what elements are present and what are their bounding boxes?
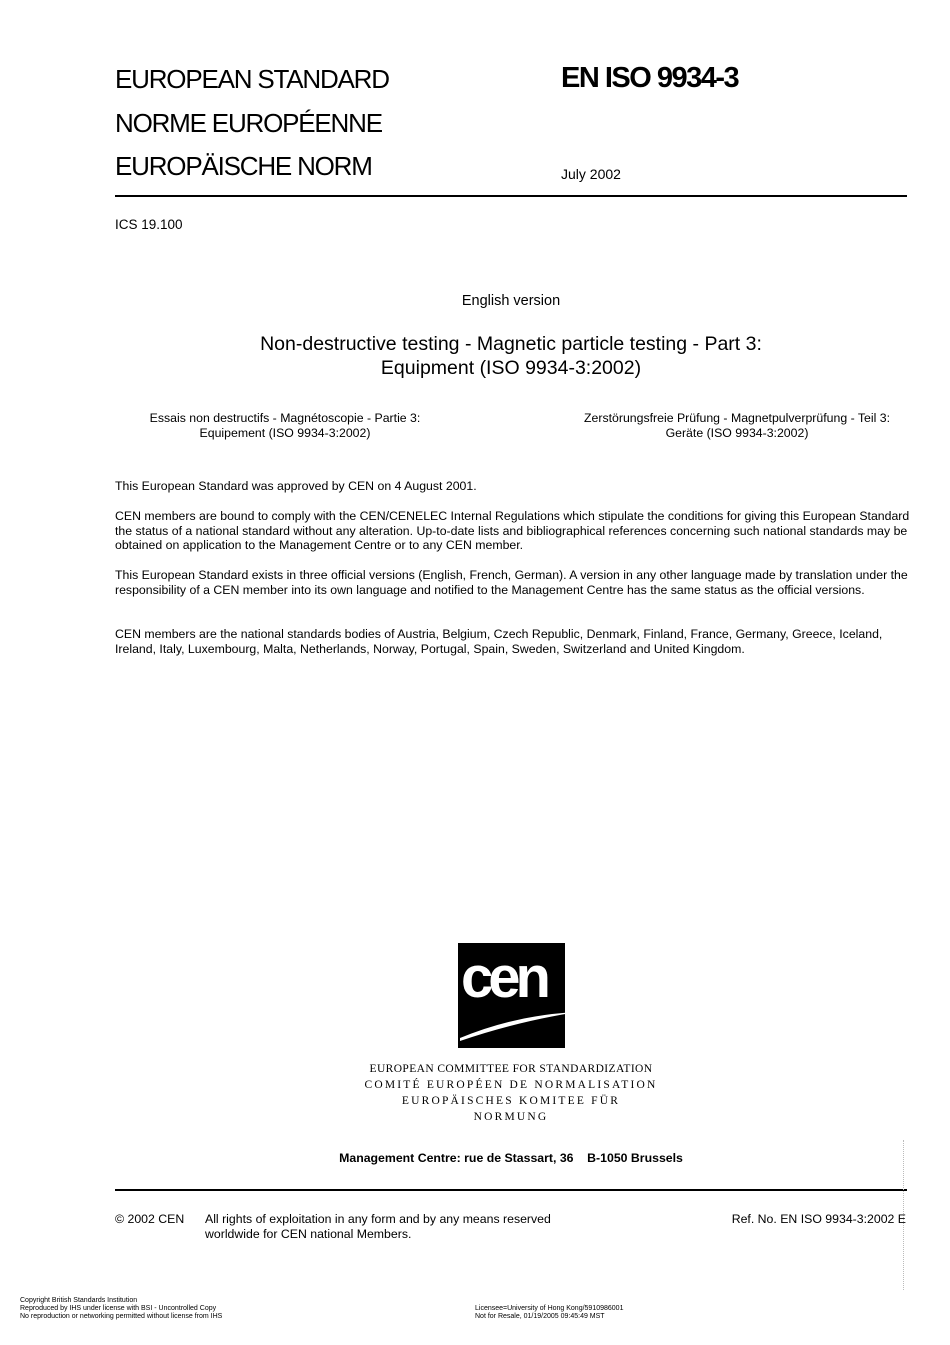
title-de: EUROPÄISCHE NORM <box>115 151 372 181</box>
cen-logo <box>455 940 580 1052</box>
svg-text:cen: cen <box>461 945 546 1010</box>
rights-line: All rights of exploitation in any form and by any means reserved <box>205 1212 551 1226</box>
title-german <box>567 411 907 441</box>
cen-name-line: COMITÉ EUROPÉEN DE NORMALISATION <box>364 1079 658 1091</box>
divider <box>115 1189 907 1191</box>
paragraph: CEN members are the national standards bodies of Austria, Belgium, Czech Republic, Denmark, Finland, France, Germany, Greece, Iceland, Ireland, Italy, Luxembourg, Malta, Netherlands, Norway, Portugal, Spain, Sweden, Switzerland and United Kingdom. <box>115 627 883 656</box>
standard-number: EN ISO 9934-3 <box>561 62 739 94</box>
rights-line: worldwide for CEN national Members. <box>205 1227 412 1241</box>
main-title-line: Equipment (ISO 9934-3:2002) <box>380 357 642 379</box>
title-en: EUROPEAN STANDARD <box>115 64 389 94</box>
license-line: No reproduction or networking permitted without license from IHS <box>20 1313 223 1320</box>
title-de-line: Geräte (ISO 9934-3:2002) <box>665 426 809 440</box>
license-left <box>20 1297 222 1321</box>
license-line: Copyright British Standards Institution <box>20 1297 138 1304</box>
paragraph: This European Standard exists in three official versions (English, French, German). A version in any other language made by translation under the responsibility of a CEN member into its own language and notified to the Management Centre has the same status as the official versions. <box>115 568 908 597</box>
divider <box>115 195 907 197</box>
date: July 2002 <box>561 166 621 182</box>
license-right <box>475 1305 623 1321</box>
title-de-line: Zerstörungsfreie Prüfung - Magnetpulverprüfung - Teil 3: <box>584 411 890 425</box>
license-line: Licensee=University of Hong Kong/5910986001 <box>475 1305 624 1312</box>
license-line: Reproduced by IHS under license with BSI - Uncontrolled Copy <box>20 1305 217 1312</box>
ics: ICS 19.100 <box>115 217 183 232</box>
main-title <box>115 332 907 380</box>
rights <box>205 1212 551 1242</box>
title-fr-line: Essais non destructifs - Magnétoscopie - Partie 3: <box>149 411 421 425</box>
reference-number: Ref. No. EN ISO 9934-3:2002 E <box>731 1212 906 1226</box>
cen-name-line: EUROPÄISCHES KOMITEE FÜR NORMUNG <box>401 1095 621 1123</box>
cen-name <box>363 1061 659 1125</box>
license-line: Not for Resale, 01/19/2005 09:45:49 MST <box>475 1313 605 1320</box>
copyright: © 2002 CEN <box>115 1212 185 1226</box>
title-french <box>115 411 455 441</box>
title-fr-line: Equipement (ISO 9934-3:2002) <box>199 426 371 440</box>
management-centre: Management Centre: rue de Stassart, 36 B-1050 Brussels <box>339 1151 683 1165</box>
paragraph: CEN members are bound to comply with the CEN/CENELEC Internal Regulations which stipulate the conditions for giving this European Standard the status of a national standard without any alteration. Up-to-date lists and bibliographical references concerning such national standards may be obtained on application to the Management Centre or to any CEN member. <box>115 509 910 552</box>
version: English version <box>461 293 561 309</box>
cen-name-line: EUROPEAN COMMITTEE FOR STANDARDIZATION <box>369 1063 653 1075</box>
main-title-line: Non-destructive testing - Magnetic particle testing - Part 3: <box>260 333 762 355</box>
paragraph: This European Standard was approved by CEN on 4 August 2001. <box>115 479 477 493</box>
title-fr: NORME EUROPÉENNE <box>115 108 382 138</box>
